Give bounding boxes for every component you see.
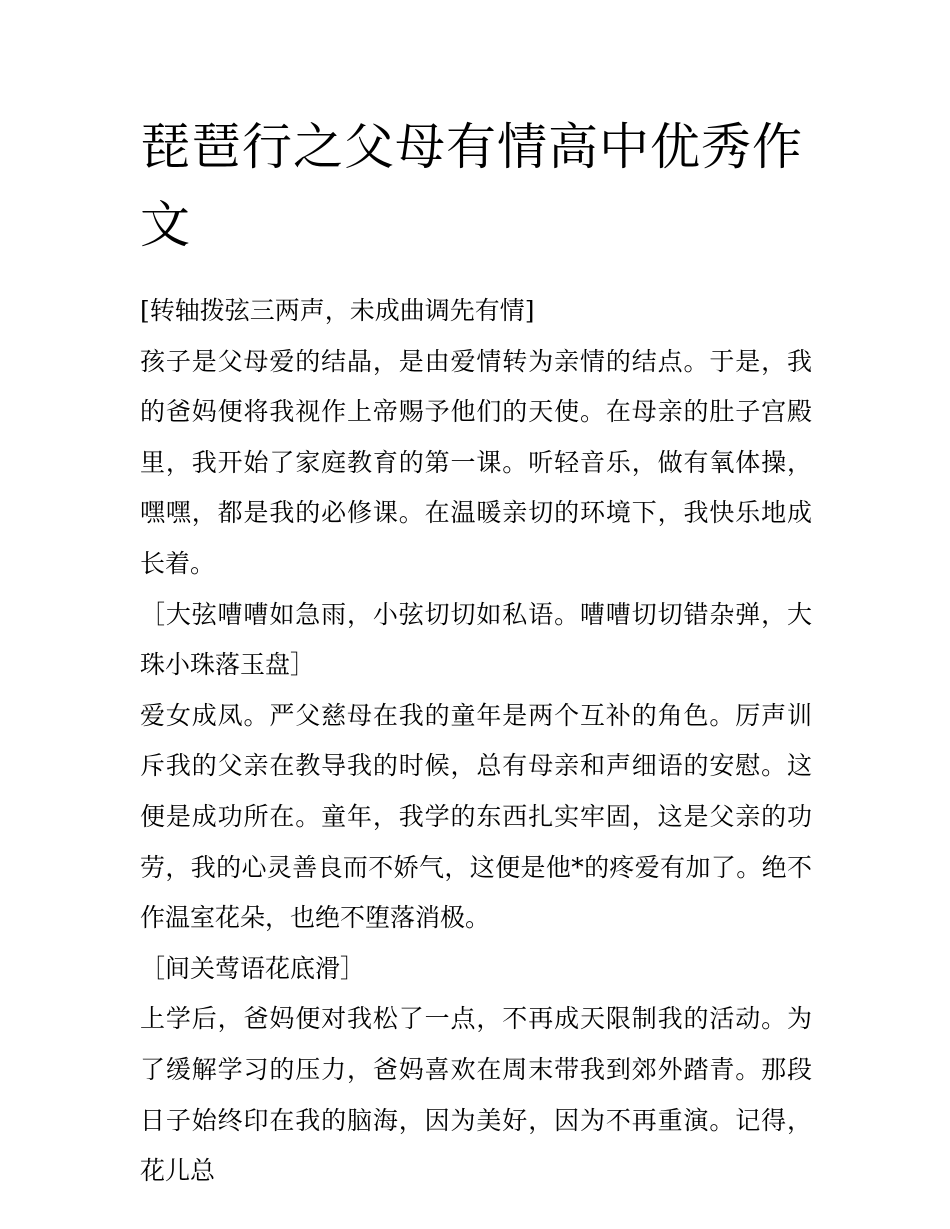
paragraph-body-1: 孩子是父母爱的结晶，是由爱情转为亲情的结点。于是，我的爸妈便将我视作上帝赐予他们的天使。在母亲的肚子宫殿里，我开始了家庭教育的第一课。听轻音乐，做有氧体操，嘿嘿，都是我的必修课。在温暖亲切的环境下，我快乐地成长着。 <box>140 346 812 578</box>
paragraph-body-3: 上学后，爸妈便对我松了一点，不再成天限制我的活动。为了缓解学习的压力，爸妈喜欢在周末带我到郊外踏青。那段日子始终印在我的脑海，因为美好，因为不再重演。记得，花儿总 <box>140 1004 812 1186</box>
document-title: 琵琶行之父母有情高中优秀作文 <box>140 118 803 254</box>
paragraph-verse-1: [转轴拨弦三两声，未成曲调先有情] <box>140 296 535 325</box>
paragraph-verse-2: ［大弦嘈嘈如急雨，小弦切切如私语。嘈嘈切切错杂弹，大珠小珠落玉盘］ <box>140 599 812 680</box>
paragraph-verse-3: ［间关莺语花底滑］ <box>140 953 366 983</box>
document-page <box>140 108 812 1197</box>
paragraph-body-2: 爱女成凤。严父慈母在我的童年是两个互补的角色。厉声训斥我的父亲在教导我的时候，总有母亲和声细语的安慰。这便是成功所在。童年，我学的东西扎实牢固，这是父亲的功劳，我的心灵善良而不娇气，这便是他*的疼爱有加了。绝不作温室花朵，也绝不堕落消极。 <box>140 700 812 933</box>
